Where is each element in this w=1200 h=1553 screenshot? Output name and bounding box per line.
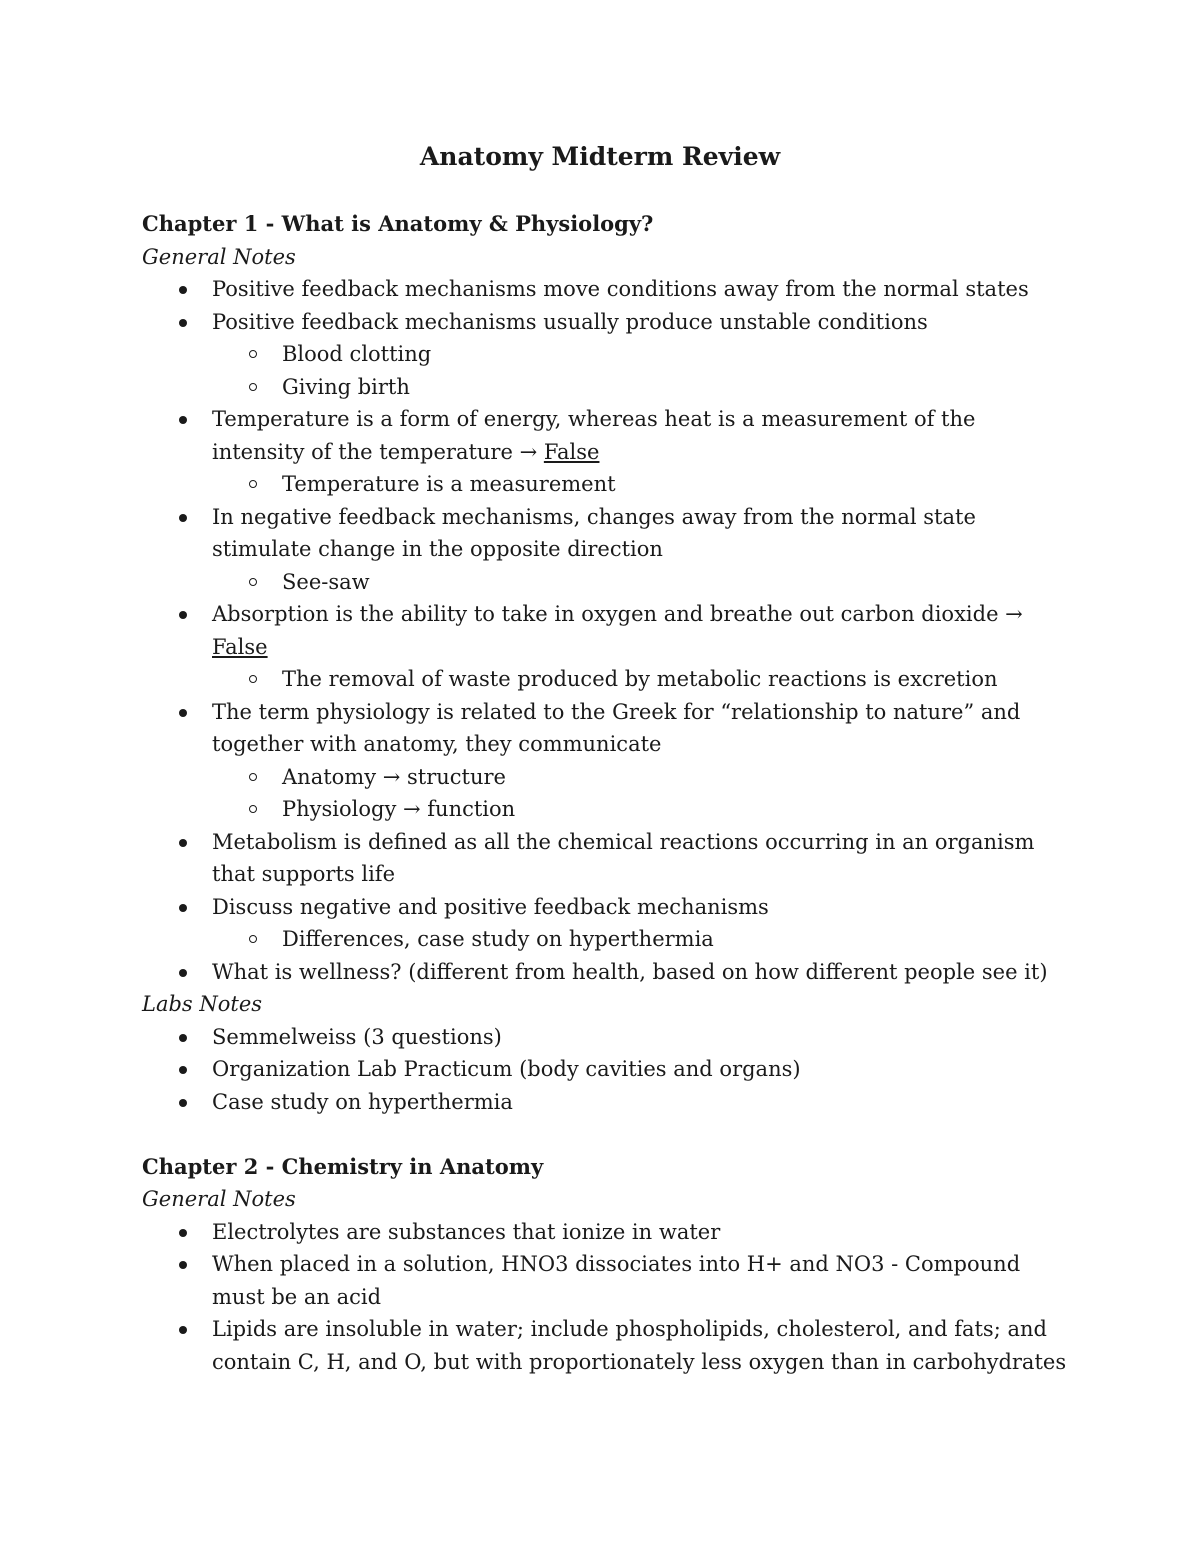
chapter-1-general-notes-label: General Notes bbox=[142, 244, 296, 269]
chapter-1-section bbox=[142, 208, 1072, 1118]
list-item-text: Positive feedback mechanisms move conditions away from the normal states bbox=[212, 277, 1029, 301]
list-item-text: Metabolism is defined as all the chemical reactions occurring in an organism that supports life bbox=[212, 829, 1035, 886]
section-spacer bbox=[142, 1118, 1072, 1151]
list-item bbox=[142, 826, 1072, 891]
list-item bbox=[142, 1216, 1072, 1249]
list-item bbox=[142, 1021, 1072, 1054]
sub-list-item bbox=[212, 663, 1072, 696]
sub-list-item bbox=[212, 761, 1072, 794]
sub-list-item bbox=[212, 923, 1072, 956]
list-item bbox=[142, 1248, 1072, 1313]
list-item-text: Electrolytes are substances that ionize in water bbox=[212, 1219, 721, 1244]
sub-list-item-text: Differences, case study on hyperthermia bbox=[282, 927, 714, 951]
chapter-2-heading: Chapter 2 - Chemistry in Anatomy bbox=[142, 1153, 544, 1179]
sub-list-item-text: Anatomy → structure bbox=[282, 764, 506, 789]
chapter-1-general-notes-list bbox=[142, 273, 1072, 988]
sub-list-item-text: The removal of waste produced by metabolic reactions is excretion bbox=[282, 667, 998, 691]
sub-list bbox=[212, 663, 1072, 696]
list-item bbox=[142, 273, 1072, 306]
sub-list bbox=[212, 468, 1072, 501]
sub-list-item-text: Temperature is a measurement bbox=[282, 472, 616, 496]
sub-list-item-text: Giving birth bbox=[282, 374, 410, 399]
list-item-text: Lipids are insoluble in water; include phospholipids, cholesterol, and fats; and contain C, H, and O, but with proportionately less oxygen than in carbohydrates bbox=[212, 1317, 1067, 1374]
list-item bbox=[142, 696, 1072, 826]
chapter-2-general-notes-list bbox=[142, 1216, 1072, 1379]
sub-list-item bbox=[212, 468, 1072, 501]
chapter-1-heading: Chapter 1 - What is Anatomy & Physiology? bbox=[142, 211, 654, 236]
list-item-text: Positive feedback mechanisms usually produce unstable conditions bbox=[212, 309, 928, 334]
list-item bbox=[142, 891, 1072, 956]
list-item-text: What is wellness? (different from health, based on how different people see it) bbox=[212, 959, 1048, 984]
list-item bbox=[142, 1313, 1072, 1378]
chapter-1-labs-notes-label: Labs Notes bbox=[142, 992, 263, 1016]
list-item bbox=[142, 956, 1072, 989]
list-item-text: Discuss negative and positive feedback mechanisms bbox=[212, 894, 769, 919]
list-item-text: In negative feedback mechanisms, changes away from the normal state stimulate change in the opposite direction bbox=[212, 504, 976, 561]
sub-list bbox=[212, 338, 1072, 403]
sub-list bbox=[212, 566, 1072, 599]
answer-false: False bbox=[543, 439, 600, 464]
sub-list-item bbox=[212, 793, 1072, 826]
chapter-2-general-notes-label: General Notes bbox=[142, 1187, 296, 1211]
document-body bbox=[142, 208, 1072, 1378]
list-item bbox=[142, 501, 1072, 599]
page-title: Anatomy Midterm Review bbox=[419, 142, 781, 171]
chapter-1-labs-notes-list bbox=[142, 1021, 1072, 1119]
list-item bbox=[142, 1086, 1072, 1119]
sub-list-item-text: Physiology → function bbox=[282, 797, 516, 821]
sub-list bbox=[212, 923, 1072, 956]
list-item bbox=[142, 598, 1072, 696]
sub-list-item bbox=[212, 371, 1072, 404]
list-item bbox=[142, 1053, 1072, 1086]
list-item-text: The term physiology is related to the Greek for “relationship to nature” and together with anatomy, they communicate bbox=[212, 699, 1021, 756]
list-item-text: Semmelweiss (3 questions) bbox=[212, 1024, 502, 1049]
sub-list-item bbox=[212, 338, 1072, 371]
list-item-text: Absorption is the ability to take in oxygen and breathe out carbon dioxide → bbox=[212, 602, 1023, 626]
sub-list-item-text: See-saw bbox=[282, 569, 370, 594]
list-item-text: Temperature is a form of energy, whereas heat is a measurement of the intensity of the temperature → bbox=[212, 407, 976, 464]
sub-list-item-text: Blood clotting bbox=[282, 342, 432, 366]
list-item-text: Organization Lab Practicum (body cavities and organs) bbox=[212, 1057, 801, 1081]
chapter-2-section bbox=[142, 1151, 1072, 1379]
list-item-text: Case study on hyperthermia bbox=[212, 1089, 513, 1114]
list-item bbox=[142, 403, 1072, 501]
sub-list-item bbox=[212, 566, 1072, 599]
sub-list bbox=[212, 761, 1072, 826]
list-item-text: When placed in a solution, HNO3 dissociates into H+ and NO3 - Compound must be an acid bbox=[212, 1252, 1021, 1309]
answer-false: False bbox=[212, 634, 268, 659]
list-item bbox=[142, 306, 1072, 404]
